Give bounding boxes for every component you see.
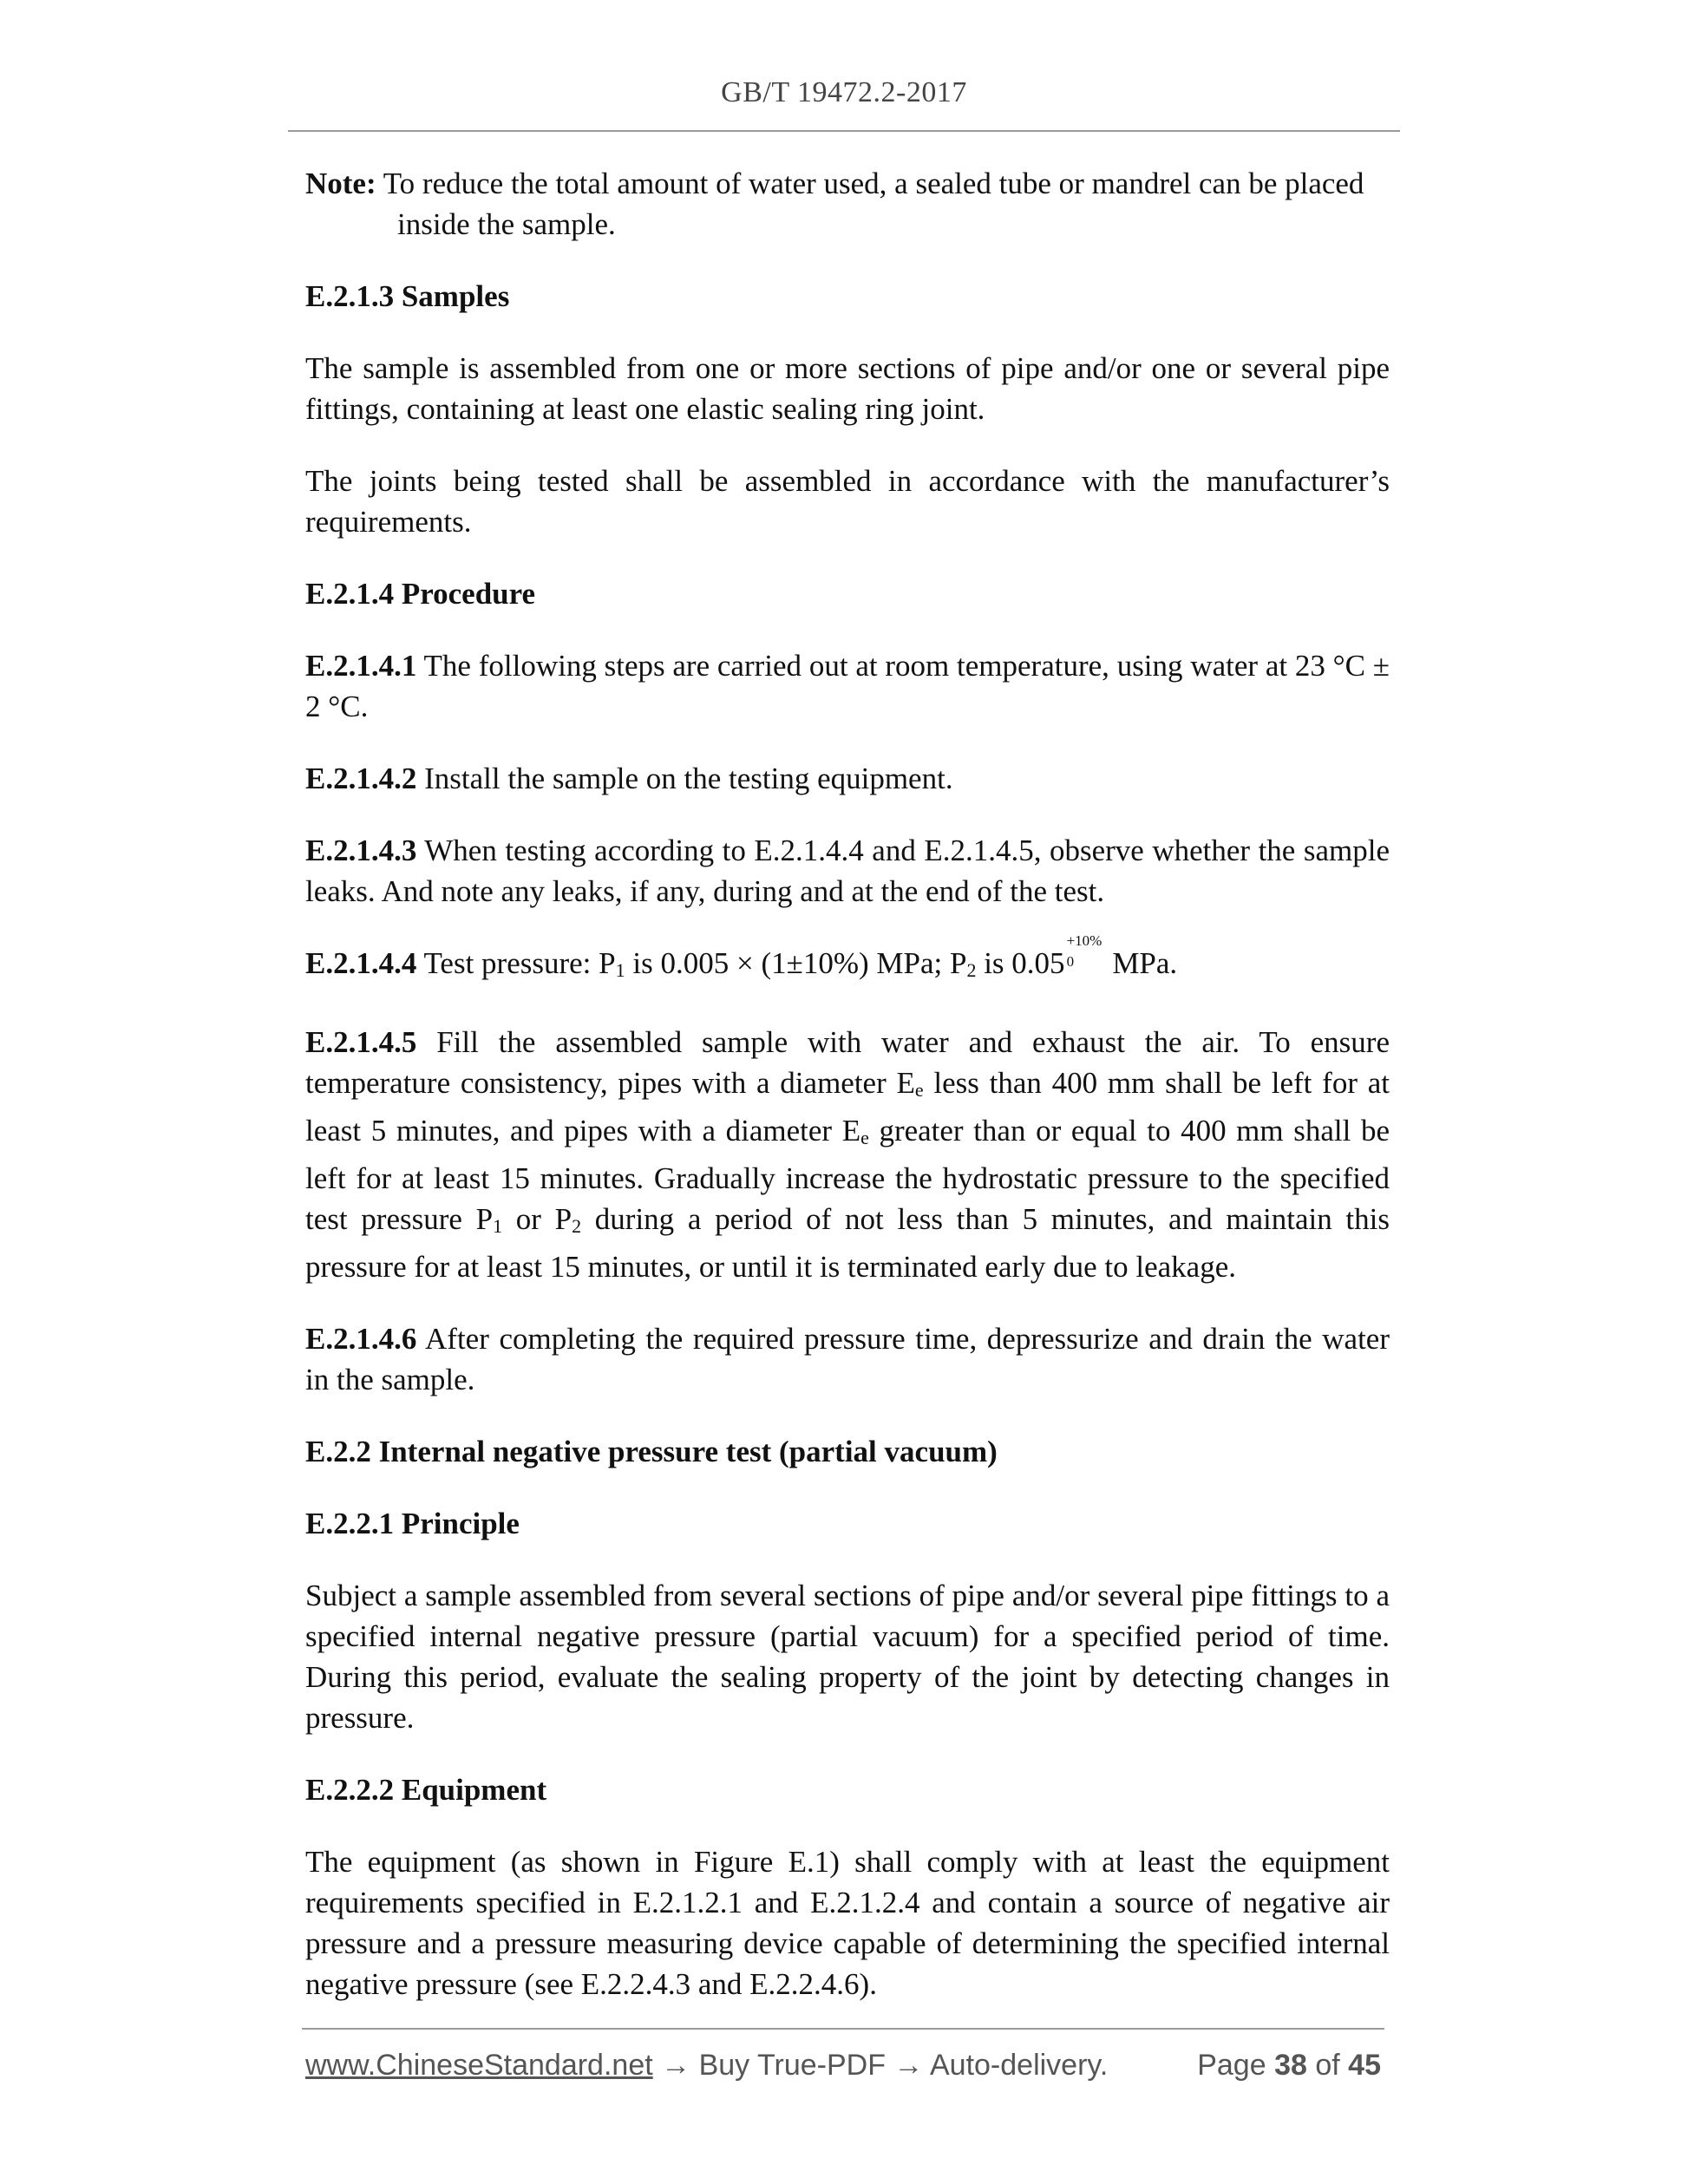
of-label: of bbox=[1315, 2049, 1340, 2082]
clause-text: Test pressure: P bbox=[423, 946, 616, 980]
clause-e2-1-4-4 bbox=[305, 932, 1390, 991]
clause-text: is 0.005 × (1±10%) MPa; P bbox=[625, 946, 967, 980]
clause-e2-1-4-3 bbox=[305, 830, 1390, 912]
clause-text: When testing according to E.2.1.4.4 and E.2.1.4.5, observe whether the sample leaks. And note any leaks, if any, during and at the end of the test. bbox=[305, 834, 1390, 908]
heading-e2-1-3: E.2.1.3 Samples bbox=[305, 279, 510, 313]
footer-promo bbox=[305, 2049, 1108, 2083]
principle-paragraph: Subject a sample assembled from several sections of pipe and/or several pipe fittings to a specified internal negative pressure (partial vacuum) for a specified period of time. During this period, evaluate the sealing property of the joint by detecting changes in pressure. bbox=[305, 1579, 1390, 1735]
clause-label: E.2.1.4.5 bbox=[305, 1025, 417, 1059]
clause-label: E.2.1.4.3 bbox=[305, 834, 417, 867]
clause-text: MPa. bbox=[1112, 946, 1178, 980]
page-content bbox=[305, 163, 1390, 2036]
subscript: 2 bbox=[966, 959, 977, 981]
clause-label: E.2.1.4.2 bbox=[305, 762, 417, 795]
clause-text: during a period of not less than 5 minutes, and maintain this pressure for at least 15 minutes, or until it is terminated early due to leakage. bbox=[305, 1202, 1390, 1284]
clause-label: E.2.1.4.6 bbox=[305, 1322, 417, 1356]
heading-e2-2-1: E.2.2.1 Principle bbox=[305, 1507, 520, 1540]
clause-e2-1-4-1 bbox=[305, 645, 1390, 727]
clause-label: E.2.1.4.1 bbox=[305, 649, 417, 683]
clause-text: or P bbox=[502, 1202, 572, 1236]
total-pages: 45 bbox=[1348, 2049, 1381, 2082]
footer-promo-text: → Buy True-PDF → Auto-delivery. bbox=[652, 2049, 1109, 2082]
equipment-paragraph: The equipment (as shown in Figure E.1) shall comply with at least the equipment requirements specified in E.2.1.2.1 and E.2.1.2.4 and contain a source of negative air pressure and a pressure measuring device capable of determining the specified internal negative pressure (see E.2.2.4.3 and E.2.2.4.6). bbox=[305, 1845, 1390, 2001]
tolerance-upper: +10% bbox=[1066, 932, 1102, 949]
clause-text: Install the sample on the testing equipment. bbox=[424, 762, 953, 795]
current-page: 38 bbox=[1274, 2049, 1307, 2082]
note-label: Note: bbox=[305, 167, 376, 200]
header-divider bbox=[288, 130, 1400, 132]
subscript: e bbox=[914, 1079, 924, 1101]
note-paragraph bbox=[305, 163, 1390, 245]
heading-e2-2-2: E.2.2.2 Equipment bbox=[305, 1773, 547, 1807]
footer-divider bbox=[302, 2028, 1384, 2030]
header-standard-number: GB/T 19472.2-2017 bbox=[721, 76, 967, 108]
subscript: 1 bbox=[493, 1215, 503, 1237]
clause-e2-1-4-6 bbox=[305, 1318, 1390, 1400]
clause-text: is 0.05 bbox=[976, 946, 1065, 980]
clause-text: After completing the required pressure time, depressurize and drain the water in the sample. bbox=[305, 1322, 1390, 1396]
clause-text: The following steps are carried out at room temperature, using water at 23 °C ± 2 °C. bbox=[305, 649, 1390, 723]
clause-e2-1-4-2 bbox=[305, 758, 1390, 799]
clause-text: less than 400 mm shall be left for at least 5 minutes, and pipes with a diameter E bbox=[305, 1066, 1390, 1148]
subscript: e bbox=[860, 1127, 869, 1148]
website-link[interactable]: www.ChineseStandard.net bbox=[305, 2049, 653, 2082]
clause-text: Fill the assembled sample with water and exhaust the air. To ensure temperature consistency, pipes with a diameter E bbox=[305, 1025, 1390, 1100]
clause-e2-1-4-5 bbox=[305, 1022, 1390, 1287]
page-label: Page bbox=[1197, 2049, 1266, 2082]
heading-e2-2: E.2.2 Internal negative pressure test (partial vacuum) bbox=[305, 1435, 998, 1468]
clause-text: greater than or equal to 400 mm shall be left for at least 15 minutes. Gradually increase the hydrostatic pressure to the specified test pressure P bbox=[305, 1114, 1390, 1236]
tolerance-notation bbox=[1065, 932, 1105, 973]
subscript: 2 bbox=[572, 1215, 582, 1237]
samples-paragraph-2: The joints being tested shall be assembled in accordance with the manufacturer’s requirements. bbox=[305, 464, 1390, 539]
subscript: 1 bbox=[615, 959, 625, 981]
samples-paragraph-1: The sample is assembled from one or more sections of pipe and/or one or several pipe fittings, containing at least one elastic sealing ring joint. bbox=[305, 351, 1390, 426]
clause-label: E.2.1.4.4 bbox=[305, 946, 417, 980]
page-footer bbox=[305, 2049, 1381, 2090]
heading-e2-1-4: E.2.1.4 Procedure bbox=[305, 577, 536, 611]
note-text: To reduce the total amount of water used, a sealed tube or mandrel can be placed inside the sample. bbox=[383, 167, 1364, 241]
tolerance-lower: 0 bbox=[1066, 953, 1075, 970]
page-number bbox=[1197, 2049, 1381, 2083]
